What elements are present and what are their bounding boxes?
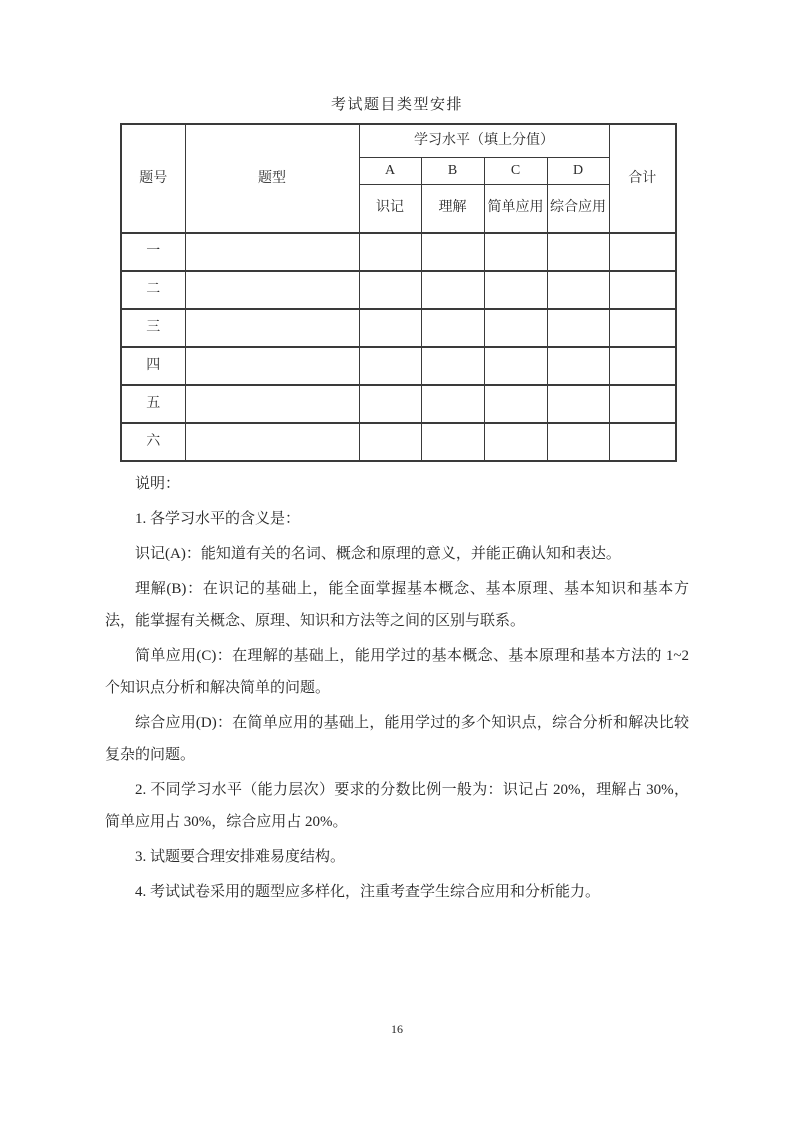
note-paragraph: 综合应用(D)：在简单应用的基础上，能用学过的多个知识点，综合分析和解决比较复杂的问题。 [105, 715, 689, 763]
score-cell-empty [609, 385, 676, 423]
note-paragraph: 识记(A)：能知道有关的名词、概念和原理的意义，并能正确认知和表达。 [135, 546, 621, 562]
header-level-code-b: B [421, 157, 484, 184]
score-cell-empty [185, 309, 359, 347]
score-cell-empty [421, 385, 484, 423]
note-paragraph: 1. 各学习水平的含义是： [135, 511, 301, 527]
score-cell-empty [484, 233, 547, 271]
table-header [121, 124, 676, 233]
header-question-type: 题型 [185, 124, 359, 233]
score-cell-empty [185, 385, 359, 423]
row-label: 五 [121, 385, 185, 423]
score-cell-empty [484, 309, 547, 347]
table-row [121, 423, 676, 461]
score-cell-empty [609, 423, 676, 461]
score-cell-empty [185, 271, 359, 309]
score-cell-empty [421, 423, 484, 461]
table-row [121, 385, 676, 423]
score-cell-empty [421, 233, 484, 271]
note-paragraph: 3. 试题要合理安排难易度结构。 [135, 849, 346, 865]
score-cell-empty [185, 233, 359, 271]
table-row [121, 233, 676, 271]
score-cell-empty [359, 271, 421, 309]
score-cell-empty [609, 309, 676, 347]
score-cell-empty [547, 423, 609, 461]
score-cell-empty [547, 309, 609, 347]
score-cell-empty [359, 233, 421, 271]
table-row [121, 347, 676, 385]
header-row-group [121, 124, 676, 157]
note-paragraph: 简单应用(C)：在理解的基础上，能用学过的基本概念、基本原理和基本方法的 1~2 个知识点分析和解决简单的问题。 [105, 648, 689, 696]
score-cell-empty [547, 271, 609, 309]
table-body [121, 233, 676, 461]
row-label: 四 [121, 347, 185, 385]
row-label: 六 [121, 423, 185, 461]
score-cell-empty [547, 385, 609, 423]
row-label: 二 [121, 271, 185, 309]
score-cell-empty [609, 347, 676, 385]
score-cell-empty [185, 347, 359, 385]
score-cell-empty [547, 347, 609, 385]
header-level-name-lijie: 理解 [421, 184, 484, 233]
score-cell-empty [547, 233, 609, 271]
score-cell-empty [359, 385, 421, 423]
table-title: 考试题目类型安排 [330, 97, 463, 113]
header-total: 合计 [609, 124, 676, 233]
score-cell-empty [609, 233, 676, 271]
header-level-name-jiandan: 简单应用 [484, 184, 547, 233]
score-cell-empty [421, 309, 484, 347]
note-paragraph: 2. 不同学习水平（能力层次）要求的分数比例一般为：识记占 20%，理解占 30%，简单应用占 30%，综合应用占 20%。 [105, 782, 689, 830]
note-paragraph: 说明： [135, 476, 181, 492]
table-row [121, 271, 676, 309]
score-cell-empty [484, 385, 547, 423]
header-level-name-zonghe: 综合应用 [547, 184, 609, 233]
row-label: 一 [121, 233, 185, 271]
score-cell-empty [185, 423, 359, 461]
score-cell-empty [484, 423, 547, 461]
score-cell-empty [421, 271, 484, 309]
score-cell-empty [359, 423, 421, 461]
score-cell-empty [484, 347, 547, 385]
header-question-number: 题号 [121, 124, 185, 233]
header-level-code-d: D [547, 157, 609, 184]
note-paragraph: 4. 考试试卷采用的题型应多样化，注重考查学生综合应用和分析能力。 [135, 884, 601, 900]
score-cell-empty [359, 309, 421, 347]
score-cell-empty [359, 347, 421, 385]
header-level-code-a: A [359, 157, 421, 184]
page-number: 16 [391, 1022, 403, 1036]
score-cell-empty [484, 271, 547, 309]
exam-question-type-table [120, 123, 677, 462]
header-level-code-c: C [484, 157, 547, 184]
notes-section [105, 468, 689, 911]
table-row [121, 309, 676, 347]
row-label: 三 [121, 309, 185, 347]
note-paragraph: 理解(B)：在识记的基础上，能全面掌握基本概念、基本原理、基本知识和基本方法，能掌握有关概念、原理、知识和方法等之间的区别与联系。 [105, 581, 689, 629]
header-level-name-shiji: 识记 [359, 184, 421, 233]
score-cell-empty [421, 347, 484, 385]
score-cell-empty [609, 271, 676, 309]
header-level-group: 学习水平（填上分值） [359, 124, 609, 157]
